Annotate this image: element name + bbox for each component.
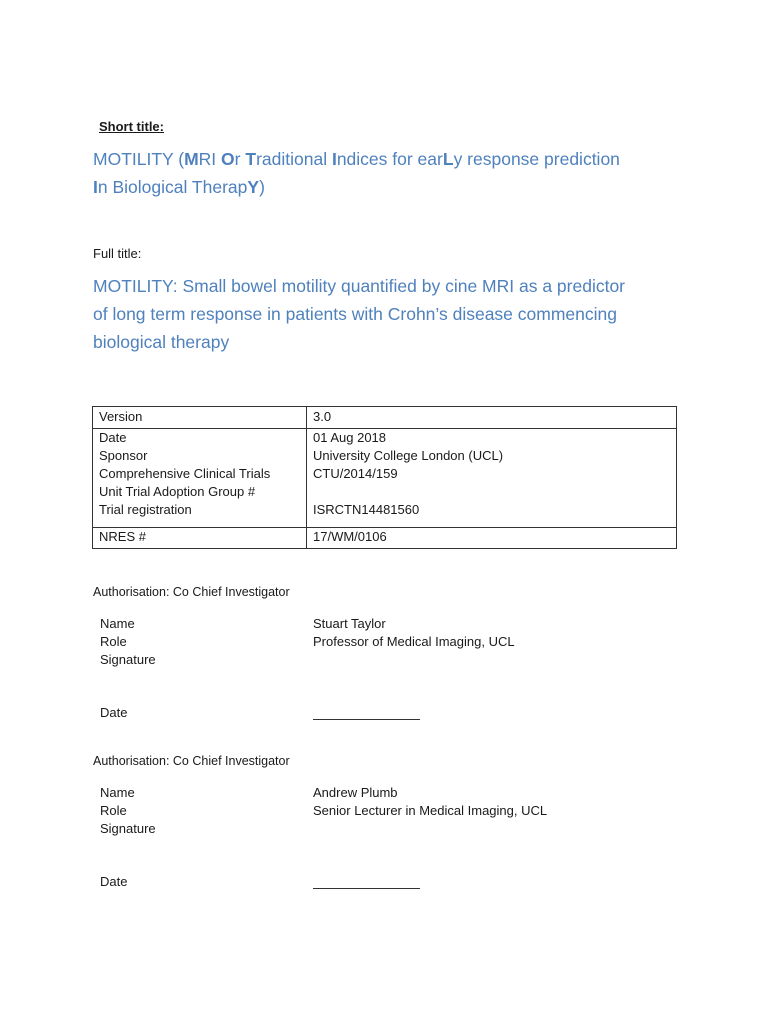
table-row-version: [93, 407, 677, 429]
date-signature-line: [313, 888, 420, 889]
cctu-label: Comprehensive Clinical Trials Unit Trial Adoption Group #: [93, 465, 307, 501]
date-label: Date: [100, 874, 128, 889]
authorisation-labels-2: [100, 784, 156, 838]
full-title-line-3: biological therapy: [93, 332, 230, 352]
full-title-line-1: MOTILITY: Small bowel motility quantified by cine MRI as a predictor: [93, 276, 626, 296]
table-row-sponsor: [93, 447, 677, 465]
nres-label: NRES #: [93, 528, 307, 549]
cctu-value: CTU/2014/159: [307, 465, 677, 501]
protocol-details-table: [92, 406, 677, 549]
table-row-date: [93, 429, 677, 448]
version-value: 3.0: [307, 407, 677, 429]
full-title-line-2: of long term response in patients with Crohn’s disease commencing: [93, 304, 617, 324]
short-title: [93, 145, 693, 201]
date-value: 01 Aug 2018: [307, 429, 677, 448]
table-row-cctu: [93, 465, 677, 501]
date-signature-line: [313, 719, 420, 720]
short-title-line-2: In Biological TherapY): [93, 177, 265, 197]
trial-registration-label: Trial registration: [93, 501, 307, 528]
signature-label: Signature: [100, 652, 156, 667]
sponsor-label: Sponsor: [93, 447, 307, 465]
short-title-line-1: MOTILITY (MRI Or Traditional Indices for earLy response prediction: [93, 149, 620, 169]
name-value: Andrew Plumb: [313, 785, 398, 800]
table-row-trial-registration: [93, 501, 677, 528]
trial-registration-value: ISRCTN14481560: [307, 501, 677, 528]
role-label: Role: [100, 634, 127, 649]
role-value: Senior Lecturer in Medical Imaging, UCL: [313, 803, 548, 818]
version-label: Version: [93, 407, 307, 429]
role-value: Professor of Medical Imaging, UCL: [313, 634, 515, 649]
authorisation-heading-2: Authorisation: Co Chief Investigator: [93, 754, 290, 768]
authorisation-values-1: [313, 615, 515, 651]
authorisation-heading-1: Authorisation: Co Chief Investigator: [93, 585, 290, 599]
date-label: Date: [100, 705, 128, 720]
name-value: Stuart Taylor: [313, 616, 386, 631]
nres-value: 17/WM/0106: [307, 528, 677, 549]
authorisation-labels-1: [100, 615, 156, 669]
role-label: Role: [100, 803, 127, 818]
signature-label: Signature: [100, 821, 156, 836]
name-label: Name: [100, 616, 135, 631]
name-label: Name: [100, 785, 135, 800]
full-title-label: Full title:: [93, 246, 142, 261]
table-row-nres: [93, 528, 677, 549]
sponsor-value: University College London (UCL): [307, 447, 677, 465]
short-title-label: Short title:: [99, 119, 164, 134]
full-title: [93, 272, 693, 356]
date-label: Date: [93, 429, 307, 448]
authorisation-values-2: [313, 784, 547, 820]
